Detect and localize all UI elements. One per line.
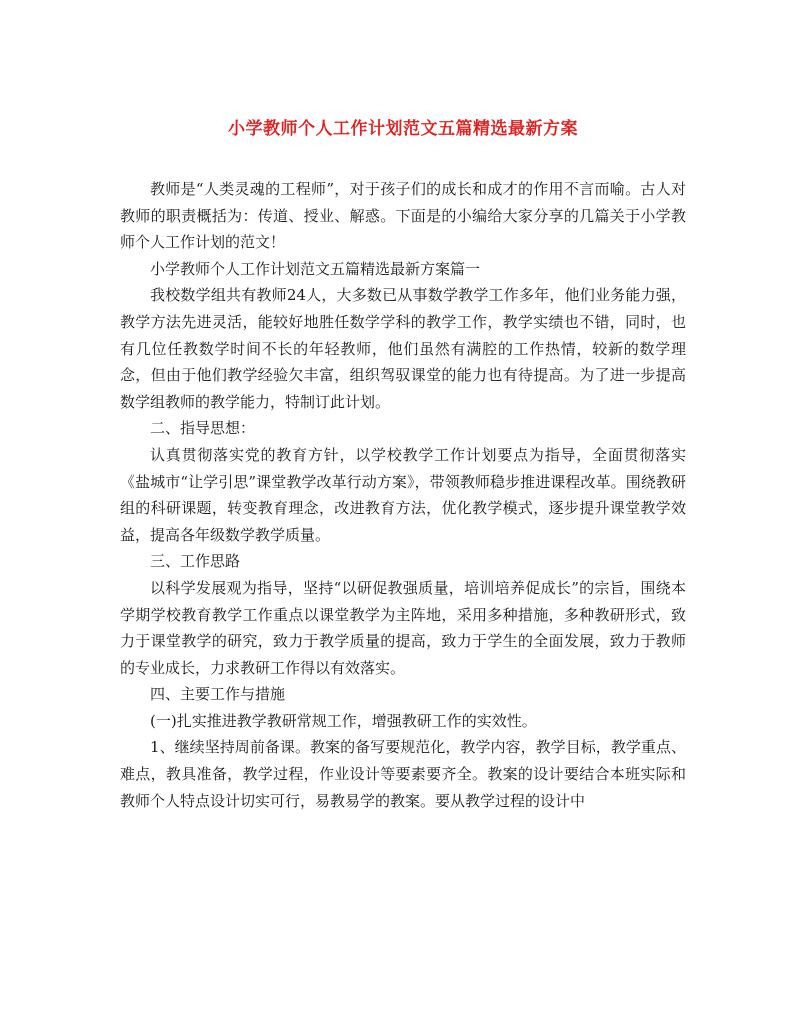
paragraph-lesson-prep: 1、继续坚持周前备课。教案的备写要规范化，教学内容，教学目标，教学重点、难点，教具准备，教学过程，作业设计等要素要齐全。教案的设计要结合本班实际和教师个人特点设计切实可行，易教易学的教案。要从教学过程的设计中 (120, 738, 686, 810)
paragraph-situation: 我校数学组共有教师24人，大多数已从事数学教学工作多年，他们业务能力强，教学方法先进灵活，能较好地胜任数学学科的教学工作，教学实绩也不错，同时，也有几位任教数学时间不长的年轻教师，他们虽然有满腔的工作热情，较新的数学理念，但由于他们教学经验欠丰富，组织驾驭课堂的能力也有待提高。为了进一步提高数学组教师的教学能力，特制订此计划。 (120, 286, 686, 411)
heading-main-tasks: 四、主要工作与措施 (150, 685, 286, 704)
paragraph-guiding-thought: 认真贯彻落实党的教育方针，以学校教学工作计划要点为指导，全面贯彻落实《盐城市“让学引思”课堂教学改革行动方案》，带领教师稳步推进课程改革。围绕教研组的科研课题，转变教育理念，改进教育方法，优化教学模式，逐步提升课堂教学效益，提高各年级数学教学质量。 (120, 445, 686, 544)
heading-work-approach: 三、工作思路 (150, 552, 241, 571)
document-body (120, 176, 686, 814)
document-title: 小学教师个人工作计划范文五篇精选最新方案 (228, 119, 578, 139)
paragraph-section-title: 小学教师个人工作计划范文五篇精选最新方案篇一 (150, 259, 481, 278)
heading-guiding-thought: 二、指导思想： (150, 419, 256, 438)
subheading-routine-work: (一)扎实推进教学教研常规工作，增强教研工作的实效性。 (150, 711, 537, 730)
paragraph-work-approach: 以科学发展观为指导，坚持“以研促教强质量，培训培养促成长”的宗旨，围绕本学期学校教育教学工作重点以课堂教学为主阵地，采用多种措施，多种教研形式，致力于课堂教学的研究，致力于教学质量的提高，致力于学生的全面发展，致力于教师的专业成长，力求教研工作得以有效落实。 (120, 578, 686, 677)
paragraph-intro: 教师是“人类灵魂的工程师”，对于孩子们的成长和成才的作用不言而喻。古人对教师的职责概括为：传道、授业、解惑。下面是的小编给大家分享的几篇关于小学教师个人工作计划的范文！ (120, 180, 686, 252)
